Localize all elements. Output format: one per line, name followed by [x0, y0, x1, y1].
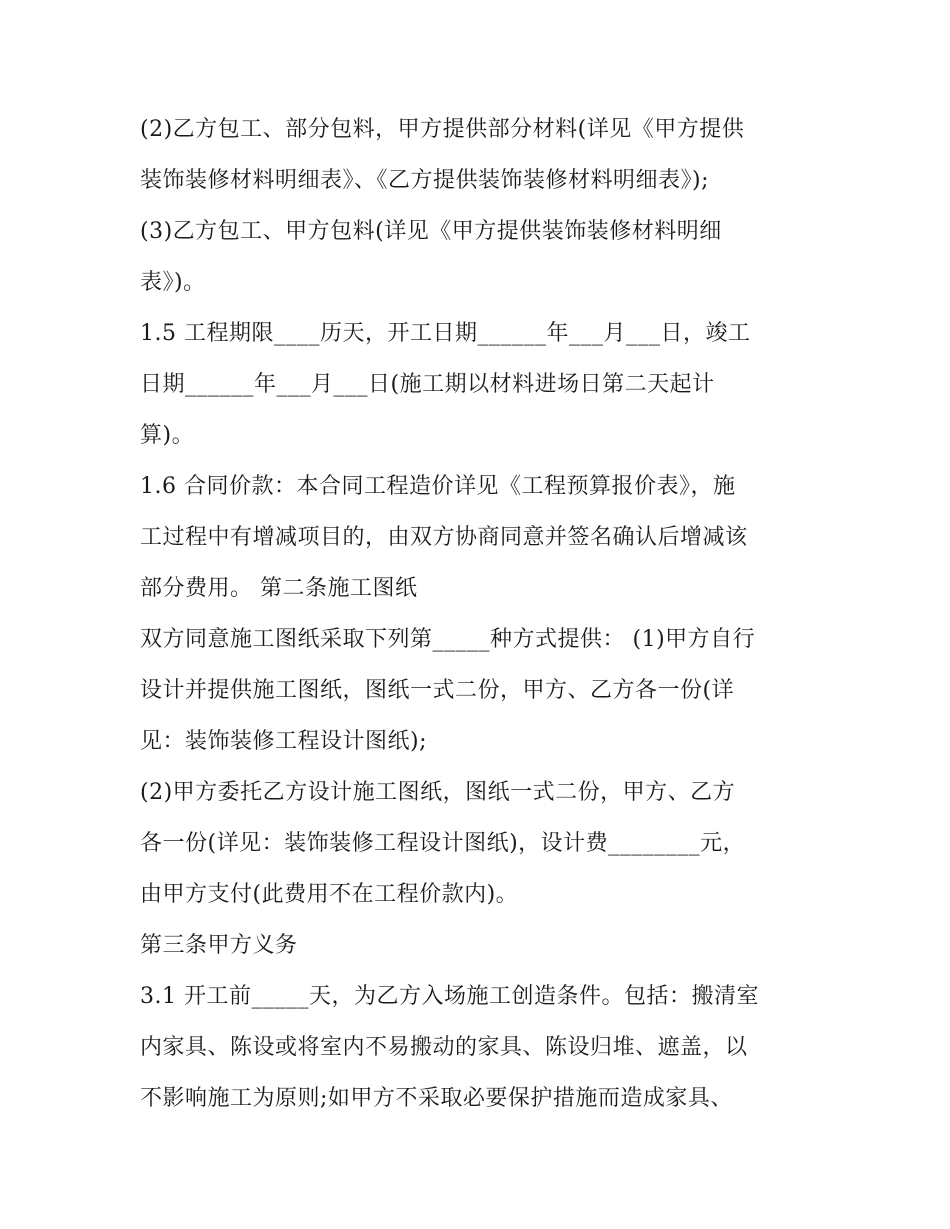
- text-line: 日期______年___月___日(施工期以材料进场日第二天起计: [140, 372, 715, 397]
- text-line: 表》)。: [140, 270, 206, 295]
- text-line: 设计并提供施工图纸，图纸一式二份，甲方、乙方各一份(详: [140, 678, 735, 703]
- text-line: 工过程中有增减项目的，由双方协商同意并签名确认后增减该: [140, 525, 748, 550]
- text-line: (2)乙方包工、部分包料，甲方提供部分材料(详见《甲方提供: [140, 117, 745, 142]
- text-line: 算)。: [140, 423, 195, 448]
- text-line: (3)乙方包工、甲方包料(详见《甲方提供装饰装修材料明细: [140, 219, 722, 244]
- section-heading: 第三条甲方义务: [140, 933, 298, 958]
- text-line: 1.5 工程期限____历天，开工日期______年___月___日，竣工: [140, 321, 751, 346]
- text-line: 由甲方支付(此费用不在工程价款内)。: [140, 882, 519, 907]
- text-line: 不影响施工为原则;如甲方不采取必要保护措施而造成家具、: [140, 1086, 733, 1111]
- text-line: 见：装饰装修工程设计图纸);: [140, 729, 427, 754]
- text-line: 1.6 合同价款：本合同工程造价详见《工程预算报价表》，施: [140, 474, 736, 499]
- text-line: 双方同意施工图纸采取下列第_____种方式提供： (1)甲方自行: [140, 627, 756, 652]
- text-line: 内家具、陈设或将室内不易搬动的家具、陈设归堆、遮盖，以: [140, 1035, 748, 1060]
- text-line: 部分费用。 第二条施工图纸: [140, 576, 418, 601]
- text-line: (2)甲方委托乙方设计施工图纸，图纸一式二份，甲方、乙方: [140, 780, 736, 805]
- text-line: 各一份(详见：装饰装修工程设计图纸)，设计费________元，: [140, 831, 746, 856]
- text-line: 装饰装修材料明细表》、《乙方提供装饰装修材料明细表》);: [140, 168, 709, 193]
- text-line: 3.1 开工前_____天，为乙方入场施工创造条件。包括：搬清室: [140, 984, 759, 1009]
